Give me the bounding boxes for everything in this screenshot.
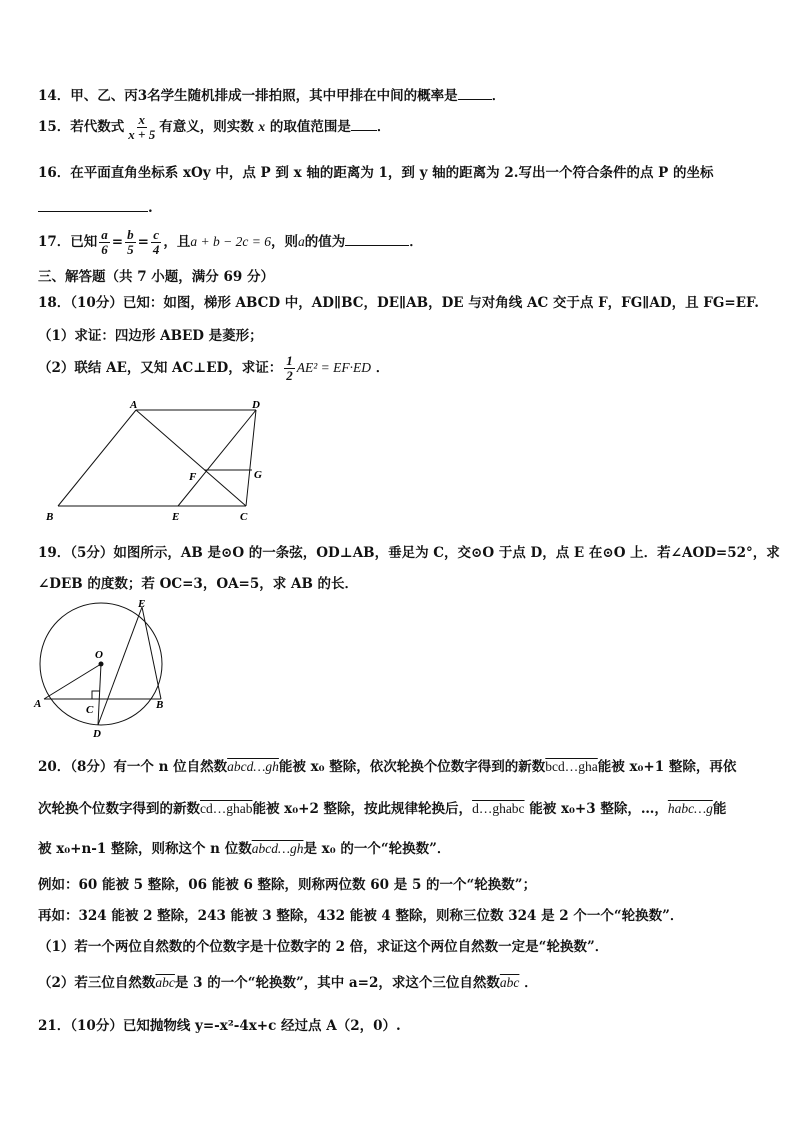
q17-end: ． <box>409 234 423 250</box>
question-15 <box>38 113 390 142</box>
q17-fraction-b <box>125 228 136 257</box>
diagonal-ac <box>136 410 246 506</box>
q16-end: . <box>148 200 153 216</box>
q20-l3-post: 是 x₀ 的一个“轮换数”． <box>303 841 451 857</box>
q20-number-4: d…ghabc <box>472 801 525 816</box>
q17-f3-den: 4 <box>152 242 160 257</box>
q20-l1-pre: 20．（8分）有一个 n 位自然数 <box>38 759 228 775</box>
segment-od <box>98 664 101 725</box>
label-a: A <box>34 698 42 710</box>
label-e: E <box>172 511 180 523</box>
question-16-answer <box>38 199 153 216</box>
q15-var: x <box>258 119 266 134</box>
q17-pre: 17．已知 <box>38 234 98 250</box>
q18-part2 <box>38 354 389 383</box>
question-19-cont: ∠DEB 的度数；若 OC=3，OA=5，求 AB 的长． <box>38 576 359 592</box>
q20-p2-mid: 是 3 的一个“轮换数”，其中 a=2，求这个三位自然数 <box>174 975 500 991</box>
q17-var: a <box>298 234 305 249</box>
label-e: E <box>138 598 146 610</box>
q17-fraction-a <box>99 228 110 257</box>
q18-formula: AE² = EF·ED <box>296 360 371 375</box>
q20-example-1: 例如：60 能被 5 整除，06 能被 6 整除，则称两位数 60 是 5 的一个“轮换数”； <box>38 877 537 893</box>
q20-l3-pre: 被 x₀+n-1 整除，则称这个 n 位数 <box>38 841 252 857</box>
question-20 <box>38 755 736 775</box>
q17-post2: 的值为 <box>304 234 346 250</box>
right-angle-mark <box>92 691 100 699</box>
label-a: A <box>130 399 138 411</box>
q17-post: ，则 <box>271 234 298 250</box>
label-f: F <box>189 471 197 483</box>
q18-half-fraction <box>284 354 295 383</box>
section-header: 三、解答题（共 7 小题，满分 69 分） <box>38 269 274 285</box>
q18-fn: 1 <box>286 353 293 368</box>
q18-part1: （1）求证：四边形 ABED 是菱形； <box>38 328 263 344</box>
q20-l2-pre: 次轮换个位数字得到的新数 <box>38 801 200 817</box>
q17-mid: ，且 <box>163 234 191 250</box>
q20-number-2: bcd…gha <box>545 759 598 774</box>
q20-l1-post: 能被 x₀+1 整除，再依 <box>597 759 737 775</box>
label-b: B <box>46 511 54 523</box>
q15-post: 有意义，则实数 <box>159 119 254 135</box>
label-d: D <box>93 728 101 740</box>
q14-text: 14．甲、乙、丙3名学生随机排成一排拍照，其中甲排在中间的概率是 <box>38 88 458 104</box>
q15-post2: 的取值范围是 <box>269 119 351 135</box>
segment-dc <box>246 410 256 506</box>
q15-denominator: x + 5 <box>128 127 156 142</box>
segment-de <box>98 607 142 725</box>
segment-de <box>178 410 256 506</box>
q20-l2-post: 能 <box>712 801 727 817</box>
question-20-line3 <box>38 837 450 857</box>
label-g: G <box>254 469 262 481</box>
q18-part2-pre: （2）联结 AE，又知 AC⊥ED，求证： <box>38 360 283 376</box>
segment-ab <box>58 410 136 506</box>
q17-f3-num: c <box>153 227 160 242</box>
label-o: O <box>95 649 103 661</box>
q20-p2-pre: （2）若三位自然数 <box>38 975 156 991</box>
q15-pre: 15．若代数式 <box>38 119 125 135</box>
question-16 <box>38 161 714 181</box>
segment-eb <box>142 607 161 699</box>
center-dot <box>99 662 104 667</box>
q14-answer-blank <box>458 87 492 100</box>
question-21: 21．（10分）已知抛物线 y=-x²-4x+c 经过点 A（2，0）. <box>38 1018 401 1034</box>
q17-fraction-c <box>151 228 162 257</box>
question-19: 19．（5分）如图所示，AB 是⊙O 的一条弦，OD⊥AB，垂足为 C，交⊙O 于点 D，点 E 在⊙O 上．若∠AOD=52°，求 <box>38 545 780 561</box>
q17-f1-num: a <box>101 227 108 242</box>
q18-fd: 2 <box>286 368 293 383</box>
q16-answer-blank <box>38 199 148 212</box>
q20-l2-mid2: 能被 x₀+3 整除，…， <box>529 801 668 817</box>
q17-f2-num: b <box>127 227 134 242</box>
q15-answer-blank <box>351 118 377 131</box>
q20-number-5: habc…g <box>667 801 713 816</box>
q17-f2-den: 5 <box>127 242 134 257</box>
q15-end: ． <box>376 119 391 135</box>
q20-number-3: cd…ghab <box>200 801 253 816</box>
label-c: C <box>240 511 248 523</box>
q20-example-2: 再如：324 能被 2 整除，243 能被 3 整除，432 能被 4 整除，则称三位数 324 是 2 个一个“轮换数”． <box>38 908 684 924</box>
circle-figure <box>32 595 177 740</box>
question-14 <box>38 84 505 104</box>
label-d: D <box>252 399 260 411</box>
q15-numerator: x <box>138 112 145 127</box>
question-20-line2 <box>38 797 726 817</box>
q18-end: ． <box>375 360 390 376</box>
q17-answer-blank <box>345 233 409 246</box>
q17-equation: a + b − 2c = 6 <box>190 234 271 249</box>
q20-number-1: abcd…gh <box>227 759 279 774</box>
q16-text: 16．在平面直角坐标系 xOy 中，点 P 到 x 轴的距离为 1，到 y 轴的距离为 2.写出一个符合条件的点 P 的坐标 <box>38 165 714 181</box>
q17-f1-den: 6 <box>101 242 108 257</box>
question-18: 18．（10分）已知：如图，梯形 ABCD 中，AD∥BC，DE∥AB，DE 与对角线 AC 交于点 F，FG∥AD，且 FG=EF. <box>38 295 759 311</box>
q14-end: ． <box>491 88 506 104</box>
q20-p2-end: ． <box>524 975 538 991</box>
q15-fraction <box>126 113 157 142</box>
q20-p2-number-2: $\overline{abc}$ <box>499 975 520 990</box>
q20-p2-number: $\overline{abc}$ <box>155 975 175 990</box>
q20-number-6: abcd…gh <box>251 841 304 856</box>
q20-l2-mid: 能被 x₀+2 整除，按此规律轮换后， <box>252 801 473 817</box>
question-17: 17．已知 $\frac{a}{6}$ = $\frac{b}{5}$ = $\frac{c}{4}$ ，且a + b − 2c = 6，则a的值为 ． <box>38 227 423 257</box>
label-b: B <box>156 699 164 711</box>
q20-part1: （1）若一个两位自然数的个位数字是十位数字的 2 倍，求证这个两位自然数一定是“轮换数”． <box>38 939 609 955</box>
q20-l1-mid: 能被 x₀ 整除，依次轮换个位数字得到的新数 <box>278 759 546 775</box>
q20-part2 <box>38 971 538 991</box>
trapezoid-figure <box>40 398 280 528</box>
label-c: C <box>86 704 94 716</box>
